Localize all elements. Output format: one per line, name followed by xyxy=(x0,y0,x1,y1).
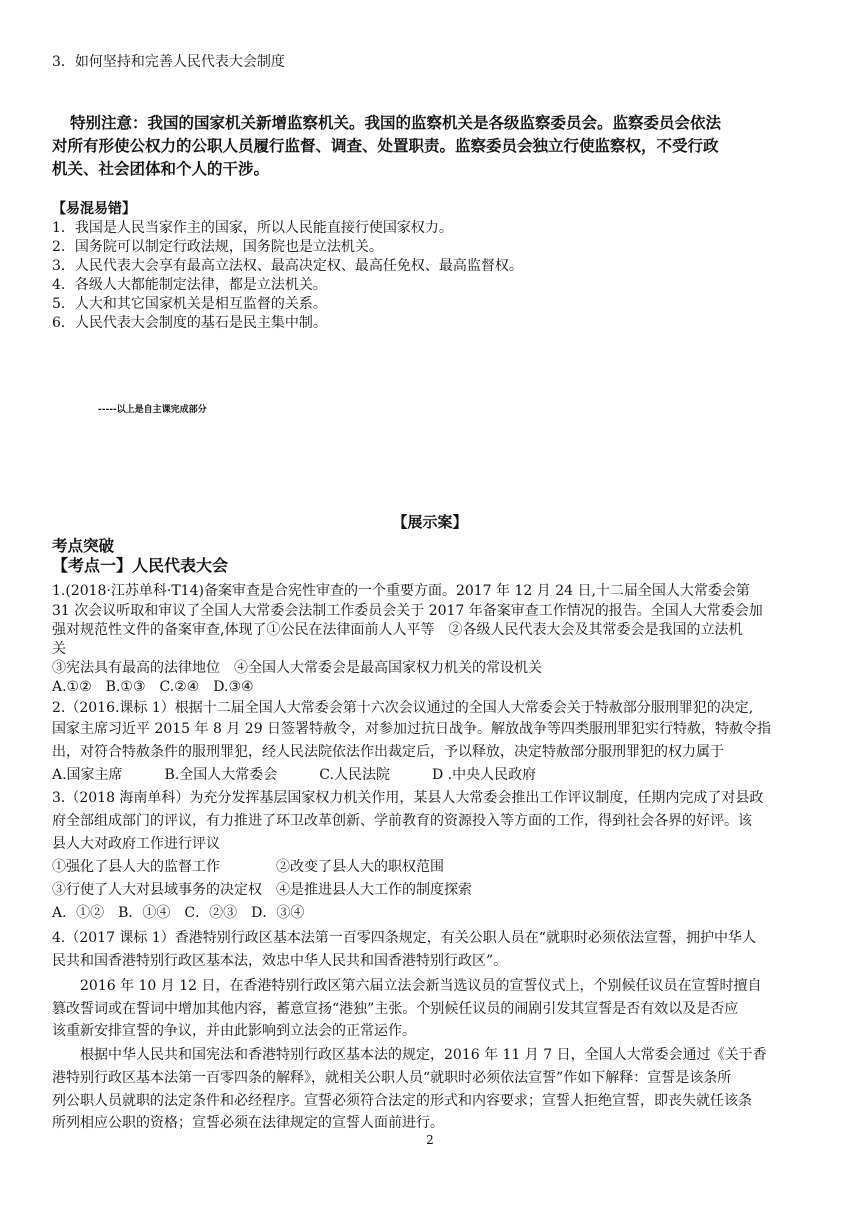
point-1-heading: 【考点一】人民代表大会 xyxy=(52,556,229,575)
question-3-line: ①强化了县人大的监督工作 ②改变了县人大的职权范围 xyxy=(52,859,444,875)
page-number: 2 xyxy=(426,1133,434,1147)
question-1-line: 强对规范性文件的备案审查,体现了①公民在法律面前人人平等 ②各级人民代表大会及其常委会是我国的立法机 xyxy=(52,622,743,638)
confusion-item: 3．人民代表大会享有最高立法权、最高决定权、最高任免权、最高监督权。 xyxy=(52,258,523,274)
section-item-3: 3．如何坚持和完善人民代表大会制度 xyxy=(52,54,285,70)
question-2-line: 2.（2016.课标 1）根据十二届全国人大常委会第十六次会议通过的全国人大常委会关于特赦部分服刑罪犯的决定, xyxy=(52,700,754,716)
question-1-line: ③宪法具有最高的法律地位 ④全国人大常委会是最高国家权力机关的常设机关 xyxy=(52,660,542,676)
question-3-line: 府全部组成部门的评议，有力推进了环卫改革创新、学前教育的资源投入等方面的工作，得到社会各界的好评。该 xyxy=(52,813,752,829)
question-2-options: A.国家主席 B.全国人大常委会 C.人民法院 D .中央人民政府 xyxy=(52,767,537,783)
question-3-options: A．①② B．①④ C．②③ D．③④ xyxy=(52,905,305,921)
question-2-line: 国家主席习近平 2015 年 8 月 29 日签署特赦令，对参加过抗日战争。解放战争等四类服刑罪犯实行特赦，特赦令指 xyxy=(52,721,772,737)
question-4-line: 4.（2017 课标 1）香港特别行政区基本法第一百零四条规定，有关公职人员在“就职时必须依法宣誓，拥护中华人 xyxy=(52,930,756,946)
confusion-item: 4．各级人大都能制定法律，都是立法机关。 xyxy=(52,277,327,293)
confusion-item: 6．人民代表大会制度的基石是民主集中制。 xyxy=(52,315,327,331)
self-study-end: -----以上是自主课完成部分 xyxy=(98,405,207,415)
confusion-item: 2．国务院可以制定行政法规，国务院也是立法机关。 xyxy=(52,239,383,255)
question-1-line: 1.(2018·江苏单科·T14)备案审查是合宪性审查的一个重要方面。2017 年 12 月 24 日,十二届全国人大常委会第 xyxy=(52,583,750,599)
display-title: 【展示案】 xyxy=(392,513,468,531)
question-4-line: 篡改誓词或在誓词中增加其他内容，蓄意宣扬“港独”主张。个别候任议员的闹剧引发其宣誓是否有效以及是否应 xyxy=(52,1001,739,1017)
question-4-line: 根据中华人民共和国宪法和香港特别行政区基本法的规定，2016 年 11 月 7 日，全国人大常委会通过《关于香 xyxy=(52,1047,767,1063)
question-1-line: 31 次会议听取和审议了全国人大常委会法制工作委员会关于 2017 年备案审查工作情况的报告。全国人大常委会加 xyxy=(52,603,763,619)
question-4-line: 所列相应公职的资格；宣誓必须在法律规定的宣誓人面前进行。 xyxy=(52,1115,444,1131)
question-2-line: 出，对符合特赦条件的服刑罪犯，经人民法院依法作出裁定后，予以释放，决定特赦部分服刑罪犯的权力属于 xyxy=(52,744,724,760)
breakthrough-heading: 考点突破 xyxy=(52,537,115,555)
question-4-line: 2016 年 10 月 12 日，在香港特别行政区第六届立法会新当选议员的宣誓仪式上，个别候任议员在宣誓时擅自 xyxy=(52,978,762,994)
notice-line-3: 机关、社会团体和个人的干涉。 xyxy=(52,159,270,178)
question-1-line: 关 xyxy=(52,641,66,657)
confusion-item: 5．人大和其它国家机关是相互监督的关系。 xyxy=(52,296,327,312)
question-4-line: 民共和国香港特别行政区基本法，效忠中华人民共和国香港特别行政区”。 xyxy=(52,953,508,969)
question-4-line: 港特别行政区基本法第一百零四条的解释》，就相关公职人员“就职时必须依法宣誓”作如下解释：宣誓是该条所 xyxy=(52,1070,732,1086)
confusion-item: 1．我国是人民当家作主的国家，所以人民能直接行使国家权力。 xyxy=(52,220,453,236)
question-4-line: 列公职人员就职的法定条件和必经程序。宣誓必须符合法定的形式和内容要求；宣誓人拒绝宣誓，即丧失就任该条 xyxy=(52,1093,752,1109)
notice-line-2: 对所有形使公权力的公职人员履行监督、调查、处置职责。监察委员会独立行使监察权，不受行政 xyxy=(52,136,719,155)
confusion-heading: 【易混易错】 xyxy=(52,201,136,217)
question-3-line: 县人大对政府工作进行评议 xyxy=(52,836,220,852)
question-3-line: ③行使了人大对县域事务的决定权 ④是推进县人大工作的制度探索 xyxy=(52,882,472,898)
question-1-options: A.①② B.①③ C.②④ D.③④ xyxy=(52,679,254,695)
question-3-line: 3.（2018 海南单科）为充分发挥基层国家权力机关作用，某县人大常委会推出工作评议制度，任期内完成了对县政 xyxy=(52,790,764,806)
notice-line-1: 特别注意：我国的国家机关新增监察机关。我国的监察机关是各级监察委员会。监察委员会依法 xyxy=(70,113,722,132)
question-4-line: 该重新安排宣誓的争议，并由此影响到立法会的正常运作。 xyxy=(52,1023,416,1039)
